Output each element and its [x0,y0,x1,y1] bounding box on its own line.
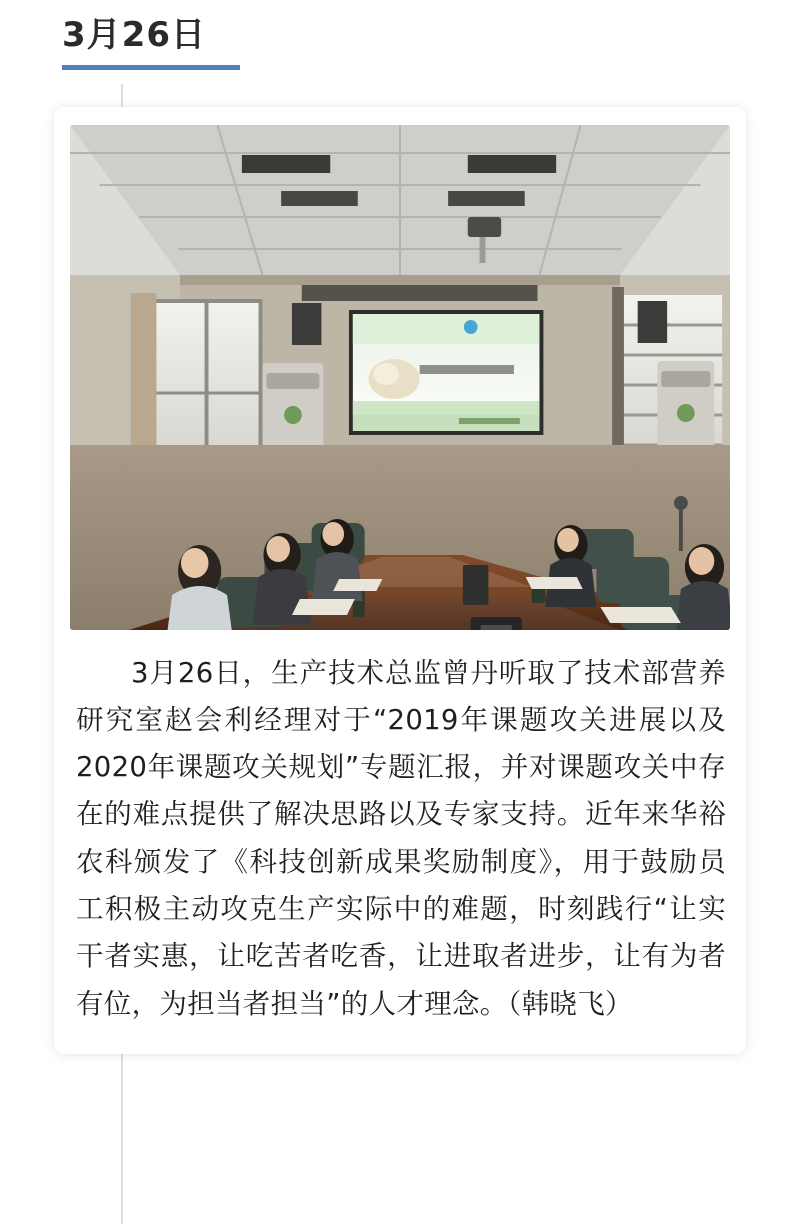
article-card [54,107,746,1054]
title-underline [62,65,240,70]
page-title: 3月26日 [62,15,206,55]
conference-room-presentation-photo [70,125,730,630]
date-header [0,0,810,70]
article-body: 3月26日，生产技术总监曾丹听取了技术部营养研究室赵会利经理对于“2019年课题攻关进展以及2020年课题攻关规划”专题汇报，并对课题攻关中存在的难点提供了解决思路以及专家支持。近年来华裕农科颁发了《科技创新成果奖励制度》，用于鼓励员工积极主动攻克生产实际中的难题，时刻践行“让实干者实惠，让吃苦者吃香，让进取者进步，让有为者有位，为担当者担当”的人才理念。（韩晓飞） [76,656,726,1020]
article-card-wrapper [54,107,746,1054]
